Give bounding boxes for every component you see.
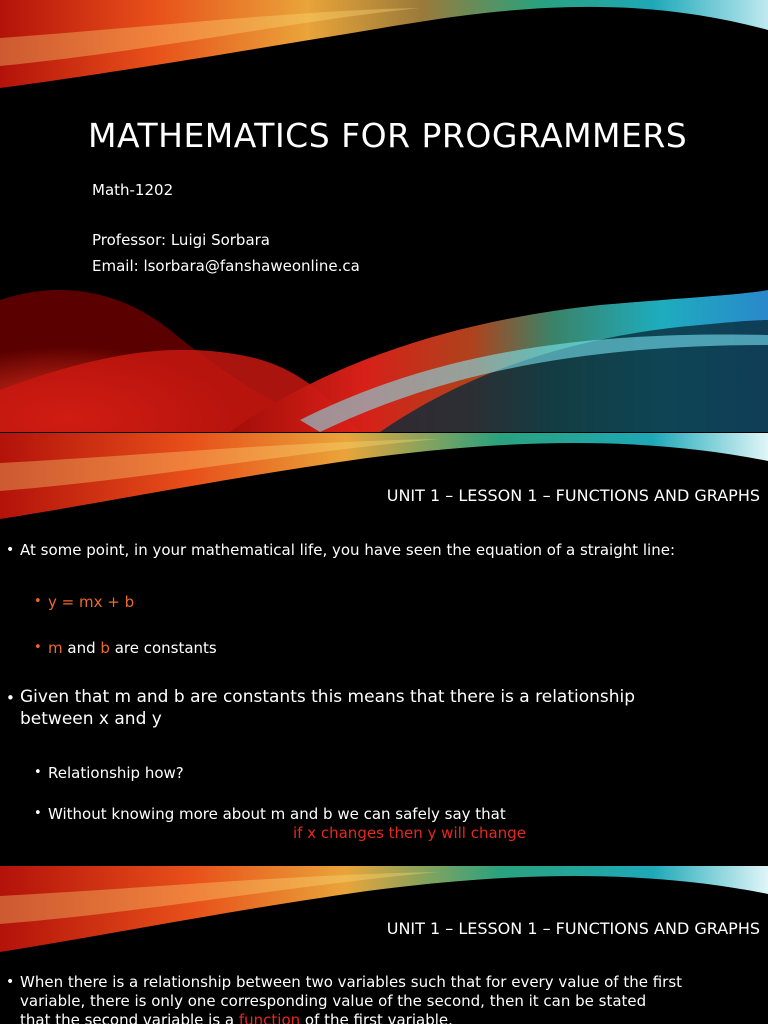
without-knowing-line: Without knowing more about m and b we can safely say that bbox=[48, 805, 506, 823]
course-code: Math-1202 bbox=[92, 181, 174, 199]
equation-line: y = mx + b bbox=[48, 593, 135, 611]
and-text: and bbox=[62, 639, 101, 657]
relationship-line-1: Given that m and b are constants this means that there is a relationship bbox=[20, 687, 636, 707]
professor-email: Email: lsorbara@fanshaweonline.ca bbox=[92, 257, 360, 275]
relationship-line-2: between x and y bbox=[20, 709, 162, 729]
function-definition-line-3 bbox=[20, 1011, 453, 1024]
bullet-dot: • bbox=[34, 640, 42, 655]
lesson-slide-2 bbox=[0, 866, 768, 1024]
variable-m: m bbox=[48, 639, 63, 657]
bullet-dot: • bbox=[6, 542, 15, 558]
change-highlight: if x changes then y will change bbox=[293, 824, 526, 842]
slide-header: UNIT 1 – LESSON 1 – FUNCTIONS AND GRAPHS bbox=[386, 486, 760, 505]
bullet-dot: • bbox=[6, 974, 15, 990]
definition-text-post: of the first variable. bbox=[300, 1011, 453, 1024]
bullet-straight-line: At some point, in your mathematical life, you have seen the equation of a straight line: bbox=[20, 541, 675, 559]
variable-b: b bbox=[100, 639, 110, 657]
title-slide bbox=[0, 0, 768, 432]
bullet-dot: • bbox=[34, 806, 42, 821]
decorative-header-swoosh bbox=[0, 866, 768, 956]
definition-text-pre: that the second variable is a bbox=[20, 1011, 239, 1024]
bullet-dot: • bbox=[6, 689, 15, 707]
relationship-question: Relationship how? bbox=[48, 764, 184, 782]
slide-header: UNIT 1 – LESSON 1 – FUNCTIONS AND GRAPHS bbox=[386, 919, 760, 938]
decorative-swoosh-graphic bbox=[0, 0, 768, 432]
function-highlight: function bbox=[238, 1011, 301, 1024]
decorative-header-swoosh bbox=[0, 433, 768, 523]
professor-name: Professor: Luigi Sorbara bbox=[92, 231, 271, 249]
lesson-slide-1 bbox=[0, 433, 768, 865]
presentation-title: MATHEMATICS FOR PROGRAMMERS bbox=[88, 116, 688, 155]
function-definition-line-2: variable, there is only one corresponding value of the second, then it can be stated bbox=[20, 992, 647, 1010]
bullet-dot: • bbox=[34, 594, 42, 609]
constants-line bbox=[48, 639, 217, 657]
constants-text: are constants bbox=[109, 639, 217, 657]
function-definition-line-1: When there is a relationship between two variables such that for every value of the first bbox=[20, 973, 683, 991]
bullet-dot: • bbox=[34, 765, 42, 780]
